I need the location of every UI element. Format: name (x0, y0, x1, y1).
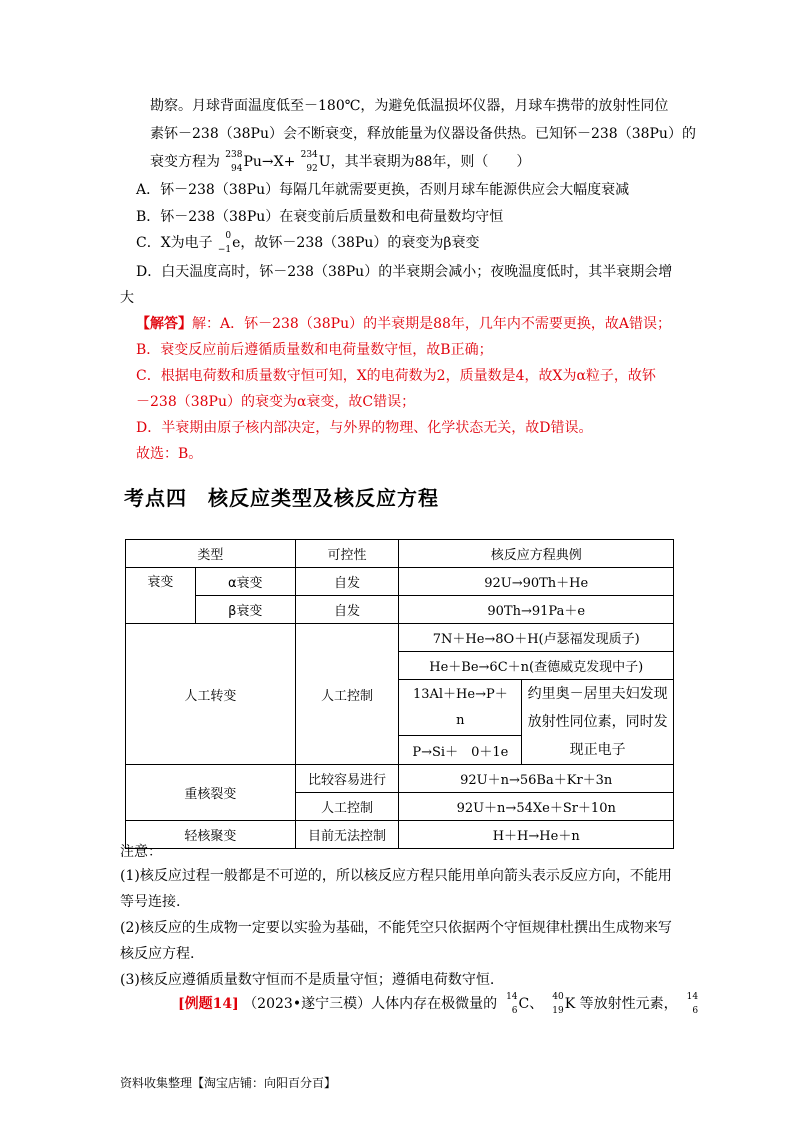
header-equation: 核反应方程典例 (399, 540, 674, 568)
truncated-isotope: 14 6 (686, 992, 699, 1016)
cell-art-eq1: 7N＋He→8O＋H(卢瑟福发现质子) (399, 624, 674, 652)
answer-line-3: C．根据电荷数和质量数守恒可知，X的电荷数为2，质量数是4，故X为α粒子，故钚 (136, 368, 656, 384)
option-d-line-1: D．白天温度高时，钚－238（38Pu）的半衰期会减小；夜晚温度低时，其半衰期会增 (136, 264, 673, 280)
cell-fission-eq1: 92U＋n→56Ba＋Kr＋3n (399, 765, 674, 793)
table-row (126, 568, 674, 596)
cell-art-eq4: P→Si＋ 0＋1e (399, 736, 522, 765)
option-d-line-2: 大 (120, 290, 134, 306)
answer-line-5: D．半衰期由原子核内部决定，与外界的物理、化学状态无关，故D错误。 (136, 420, 593, 436)
cell-beta-eq: 90Th→91Pa＋e (399, 596, 674, 624)
cell-alpha-eq: 92U→90Th＋He (399, 568, 674, 596)
note-1b: 等号连接. (120, 894, 181, 910)
cell-fusion: 轻核聚变 (126, 821, 296, 849)
cell-artificial: 人工转变 (126, 624, 296, 765)
cell-alpha-ctrl: 自发 (295, 568, 399, 596)
note-2b: 核反应方程. (120, 946, 195, 962)
note-1a: (1)核反应过程一般都是不可逆的，所以核反应方程只能用单向箭头表示反应方向，不能用 (120, 868, 672, 884)
answer-line-2: B．衰变反应前后遵循质量数和电荷量数守恒，故B正确； (136, 342, 493, 358)
header-controllability: 可控性 (295, 540, 399, 568)
section-title: 考点四 核反应类型及核反应方程 (124, 486, 439, 510)
cell-fission-eq2: 92U＋n→54Xe＋Sr＋10n (399, 793, 674, 821)
cell-fusion-ctrl: 目前无法控制 (295, 821, 399, 849)
cell-fusion-eq: H＋H→He＋n (399, 821, 674, 849)
cell-fission-ctrl2: 人工控制 (295, 793, 399, 821)
table-row (126, 821, 674, 849)
table-row (126, 765, 674, 793)
cell-beta: β衰变 (195, 596, 295, 624)
potassium-isotope: 40 19 (552, 992, 564, 1016)
carbon-isotope: 14 6 (506, 992, 518, 1016)
electron-symbol: 0 −1 (217, 231, 232, 255)
cell-decay: 衰变 (126, 568, 196, 624)
example-line: [例题14] （2023•遂宁三模）人体内存在极微量的 14 6 C、 40 19 K 等放射性元素， 14 6 (178, 992, 699, 1016)
question-line-2: 素钚－238（38Pu）会不断衰变，释放能量为仪器设备供热。已知钚－238（38Pu）的 (150, 126, 696, 142)
u-isotope: 234 92 (300, 150, 318, 174)
table-header-row (126, 540, 674, 568)
answer-line-1: 【解答】解：A．钚－238（38Pu）的半衰期是88年，几年内不需要更换，故A错误； (136, 316, 672, 332)
cell-alpha: α衰变 (195, 568, 295, 596)
cell-fission: 重核裂变 (126, 765, 296, 821)
nuclear-reaction-table (125, 539, 674, 849)
table-row (126, 596, 674, 624)
note-2a: (2)核反应的生成物一定要以实验为基础，不能凭空只依据两个守恒规律杜撰出生成物来写 (120, 920, 672, 936)
option-c: C．X为电子 0 −1 e，故钚－238（38Pu）的衰变为β衰变 (136, 231, 480, 255)
cell-art-note: 约里奥－居里夫妇发现 放射性同位素，同时发 现正电子 (522, 680, 674, 765)
cell-beta-ctrl: 自发 (295, 596, 399, 624)
answer-line-4: －238（38Pu）的衰变为α衰变，故C错误； (136, 394, 416, 410)
question-line-3: 衰变方程为 238 94 Pu→X+ 234 92 U，其半衰期为88年，则（ ） (150, 150, 531, 174)
pu-isotope: 238 94 (225, 150, 243, 174)
option-a: A．钚－238（38Pu）每隔几年就需要更换，否则月球车能源供应会大幅度衰减 (136, 182, 630, 198)
cell-art-eq2: He＋Be→6C＋n(查德威克发现中子) (399, 652, 674, 680)
cell-fission-ctrl1: 比较容易进行 (295, 765, 399, 793)
answer-line-6: 故选：B。 (136, 446, 203, 462)
example-tag: [例题14] (178, 996, 239, 1012)
cell-art-eq3: 13Al＋He→P＋ n (399, 680, 522, 736)
note-3: (3)核反应遵循质量数守恒而不是质量守恒；遵循电荷数守恒. (120, 972, 495, 988)
question-line-1: 勘察。月球背面温度低至－180℃，为避免低温损坏仪器，月球车携带的放射性同位 (150, 98, 669, 114)
table-row (126, 624, 674, 652)
notes-title: 注意： (120, 844, 162, 860)
header-type: 类型 (126, 540, 296, 568)
option-b: B．钚－238（38Pu）在衰变前后质量数和电荷量数均守恒 (136, 209, 504, 225)
cell-artificial-ctrl: 人工控制 (295, 624, 399, 765)
footer: 资料收集整理【淘宝店铺：向阳百分百】 (120, 1076, 337, 1090)
